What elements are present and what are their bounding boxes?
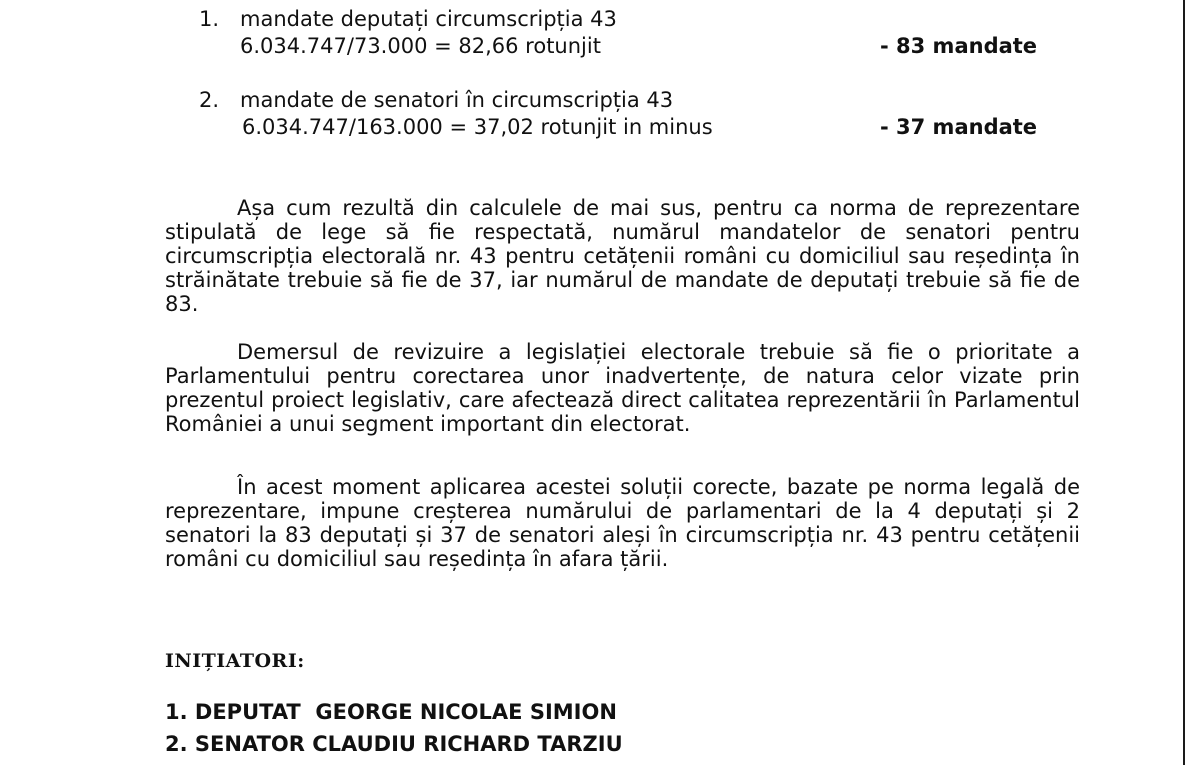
- calculation-title: mandate de senatori în circumscripția 43: [240, 88, 674, 112]
- page-edge-line: [1183, 0, 1185, 765]
- initiator-item: 1. DEPUTAT GEORGE NICOLAE SIMION: [165, 700, 617, 724]
- initiator-item: 2. SENATOR CLAUDIU RICHARD TARZIU: [165, 732, 623, 756]
- paragraph-solution: În acest moment aplicarea acestei soluții corecte, bazate pe norma legală de reprezentare, impune creșterea numărului de parlamentari de la 4 deputați și 2 senatori la 83 deputați și 37 de senatori aleși în circumscripția nr. 43 pentru cetățenii români cu domiciliul sau reședința în afara țării.: [165, 475, 1080, 571]
- initiators-heading: INIȚIATORI:: [165, 650, 305, 672]
- calculation-title: mandate deputați circumscripția 43: [240, 7, 617, 31]
- calculation-formula: 6.034.747/73.000 = 82,66 rotunjit: [240, 34, 601, 58]
- calculation-result: - 83 mandate: [880, 34, 1038, 58]
- paragraph-legislation-revision: Demersul de revizuire a legislației electorale trebuie să fie o prioritate a Parlamentului pentru corectarea unor inadvertențe, de natura celor vizate prin prezentul proiect legislativ, care afectează direct calitatea reprezentării în Parlamentul României a unui segment important din electorat.: [165, 340, 1080, 436]
- calculation-formula: 6.034.747/163.000 = 37,02 rotunjit in minus: [242, 115, 713, 139]
- list-number: 1.: [199, 7, 220, 31]
- list-number: 2.: [199, 88, 220, 112]
- paragraph-representation-norm: Așa cum rezultă din calculele de mai sus, pentru ca norma de reprezentare stipulată de lege să fie respectată, numărul mandatelor de senatori pentru circumscripția electorală nr. 43 pentru cetățenii români cu domiciliul sau reședința în străinătate trebuie să fie de 37, iar numărul de mandate de deputați trebuie să fie de 83.: [165, 196, 1080, 316]
- calculation-result: - 37 mandate: [880, 115, 1038, 139]
